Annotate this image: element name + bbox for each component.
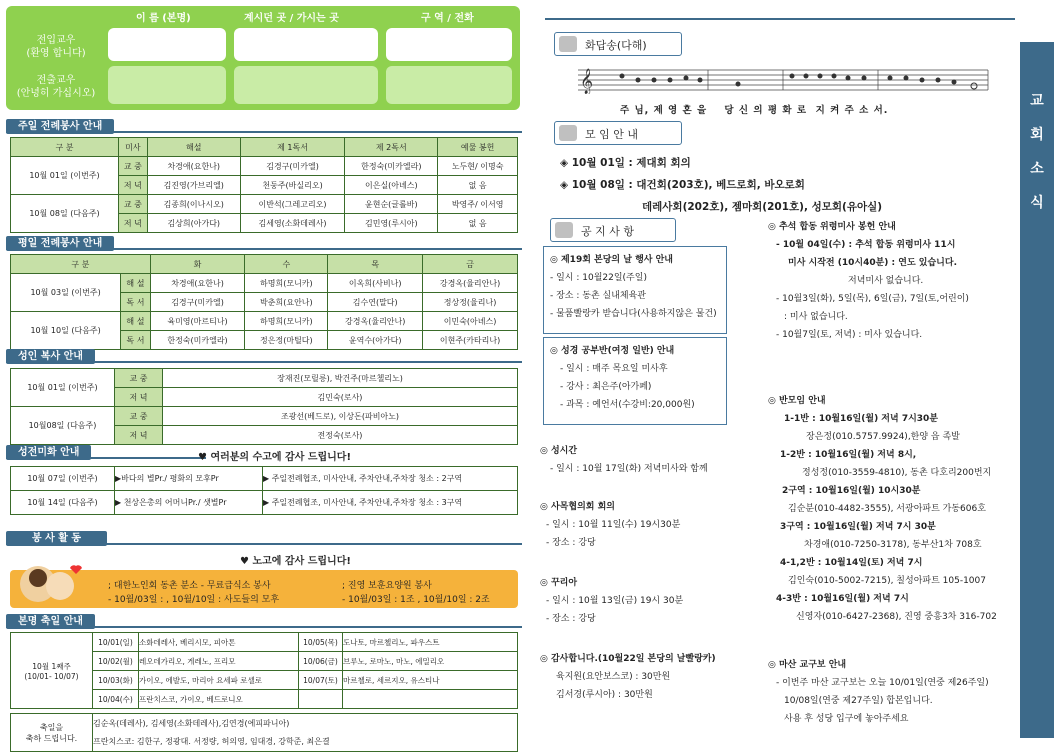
cell: 김진영(가브리엘): [147, 176, 240, 195]
transfer-in-label: 전입교우 (환영 합니다): [26, 35, 86, 59]
cursillo-l2: - 장소 : 강당: [546, 614, 596, 624]
chuseok-l1: - 10월 04일(수) : 추석 합동 위령미사 11시: [776, 240, 956, 250]
cell: 이옥희(사비나): [328, 274, 423, 293]
side-bar: [1020, 42, 1054, 738]
col-name-header: 이 름 (본명): [136, 13, 191, 24]
weekday-title: 평일 전례봉사 안내: [6, 236, 114, 251]
ban-row: 차경애(010-7250-3178), 동부산1차 708호: [804, 540, 982, 550]
cell: 노두현/ 이명숙: [438, 157, 518, 176]
masan-l2: 10/08일(연중 제27주일) 합본입니다.: [784, 696, 933, 706]
cell: 10/03(화): [93, 671, 139, 690]
service-title: 봉 사 활 동: [6, 531, 107, 546]
side-char: 회: [1030, 127, 1044, 143]
event-title: ◎ 제19회 본당의 날 행사 안내: [550, 255, 673, 265]
service-r2: - 10월/03일 : 1조 , 10월/10일 : 2조: [342, 595, 490, 605]
cell: 10월 08일 (다음주): [11, 195, 119, 233]
service-box: [10, 570, 518, 608]
th: 화: [150, 255, 245, 274]
cell: 하명희(모니카): [245, 312, 328, 331]
masan-l3: 사용 후 성당 입구에 놓아주세요: [784, 714, 909, 724]
cell: 레오데가리오, 게레노, 프리모: [139, 652, 299, 671]
cell: 한정숙(미카엘라): [345, 157, 438, 176]
beauty-table: [10, 466, 518, 515]
cell: 10월 14일 (다음주): [11, 491, 115, 515]
cell: 김상희(아가다): [147, 214, 240, 233]
cell: 10월 1째주 (10/01- 10/07): [11, 633, 93, 709]
cell: 교 중: [119, 157, 148, 176]
cursillo-section: [540, 574, 683, 628]
ban-row: 4-1,2반 : 10월14일(토) 저녁 7시: [780, 558, 923, 568]
event-l3: - 물품빨랑카 받습니다(사용하지않은 물건): [550, 309, 717, 319]
cell: [299, 690, 343, 709]
cell: ▶ 주일전례협조, 미사안내, 주차안내,주차장 청소 : 3구역: [263, 491, 518, 515]
cell: 정상정(율리나): [423, 293, 518, 312]
chuseok-l6: - 10월7일(토, 저녁) : 미사 있습니다.: [776, 330, 923, 340]
ban-row: 1-2반 : 10월16일(월) 저녁 8시,: [780, 450, 917, 460]
masan-section: [768, 656, 1018, 728]
ban-row: 김순분(010-4482-3555), 서광아파트 가동606호: [788, 504, 986, 514]
cell: 육미영(마르티나): [150, 312, 245, 331]
cell: 조광선(베드로), 이상돈(파비아노): [163, 407, 518, 426]
th: 구 분: [11, 255, 151, 274]
cell: 김세영(소화데레사): [240, 214, 345, 233]
chuseok-l2: 미사 시작전 (10시40분) : 연도 있습니다.: [788, 258, 957, 268]
cell: 정은정(마틸다): [245, 331, 328, 350]
cell: 저 녁: [119, 176, 148, 195]
cell: 브루노, 로마노, 마노, 에밀리오: [343, 652, 518, 671]
side-char: 교: [1030, 93, 1044, 109]
ban-row: 정성정(010-3559-4810), 동촌 다호리200번지: [802, 468, 992, 478]
cell: 하명희(모니카): [245, 274, 328, 293]
cell: 프란치스코, 가이오, 베드로니오: [139, 690, 299, 709]
ban-row: 2구역 : 10월16일(월) 10시30분: [782, 486, 921, 496]
thanks-section: [540, 650, 716, 704]
cell: 독 서: [121, 293, 150, 312]
cell: 차경애(요한나): [150, 274, 245, 293]
cell: 김수연(말다): [328, 293, 423, 312]
bible-l1: - 일시 : 매주 목요일 미사후: [560, 364, 668, 374]
transfer-out-label: 전출교우 (안녕히 가십시오): [16, 75, 96, 99]
cell: 한정숙(미카엘라): [150, 331, 245, 350]
cell: 윤역수(아가다): [328, 331, 423, 350]
out-name-field[interactable]: [108, 66, 226, 104]
weekday-tab: [6, 234, 522, 250]
notice-tab-label: 공 지 사 항: [581, 225, 634, 238]
beauty-heart: ♥ 여러분의 수고에 감사 드립니다!: [198, 452, 352, 463]
sunday-tab: [6, 117, 522, 133]
cell: 10/04(수): [93, 690, 139, 709]
cell: 김경구(미카엘): [150, 293, 245, 312]
cell: 프란치스코: 김한구, 정광대. 서정량, 허의영, 임대경, 강학준, 최은결: [93, 733, 518, 752]
cell: 없 음: [438, 214, 518, 233]
chuseok-section: [768, 218, 1018, 344]
priest-icon: [559, 36, 577, 52]
transfer-form: [6, 6, 520, 110]
ban-section: [768, 392, 1018, 626]
side-char: 식: [1030, 195, 1044, 211]
holy-l1: - 일시 : 10월 17일(화) 저녁미사와 함께: [550, 464, 708, 474]
cell: 김경구(미카엘): [240, 157, 345, 176]
nameday-tab: [6, 612, 522, 628]
th: 예물 봉헌: [438, 138, 518, 157]
cell: 10/07(토): [299, 671, 343, 690]
th: 금: [423, 255, 518, 274]
service-l1: ; 대한노인회 동촌 분소 - 무료급식소 봉사: [108, 581, 271, 591]
volunteer-illustration: [10, 558, 90, 610]
cell: 강경옥(율리안나): [423, 274, 518, 293]
adult-tab: [6, 347, 522, 363]
cell: 이민숙(아녜스): [423, 312, 518, 331]
chuseok-l3: 저녁미사 없습니다.: [848, 276, 924, 286]
cell: 박영주/ 이서영: [438, 195, 518, 214]
cell: 교 중: [119, 195, 148, 214]
pastoral-l2: - 장소 : 강당: [546, 538, 596, 548]
sunday-title: 주일 전례봉사 안내: [6, 119, 114, 134]
ban-row: 신영자(010-6427-2368), 진영 중흥3차 316-702: [796, 612, 997, 622]
bible-title: ◎ 성경 공부반(여정 일반) 안내: [550, 346, 675, 356]
cell: 없 음: [438, 176, 518, 195]
in-place-field[interactable]: [234, 28, 378, 61]
nameday-title: 본명 축일 안내: [6, 614, 95, 629]
chuseok-l4: - 10월3일(화), 5일(목), 6일(금), 7일(토,어린이): [776, 294, 969, 304]
service-l2: - 10월/03일 : , 10월/10일 : 사도들의 모후: [108, 595, 280, 605]
priest-icon: [559, 125, 577, 141]
th: 수: [245, 255, 328, 274]
masan-title: ◎ 마산 교구보 안내: [768, 660, 847, 670]
service-heart: ♥ 노고에 감사 드립니다!: [240, 556, 351, 567]
meeting-l2: ◈ 10월 08일 : 대건회(203호), 베드로회, 바오로회: [560, 179, 805, 191]
bible-l3: - 과목 : 예언서(수강비:20,000원): [560, 400, 695, 410]
th: 해설: [147, 138, 240, 157]
cell: 해 설: [121, 274, 150, 293]
cell: 차경애(요한나): [147, 157, 240, 176]
cell: 마르첼로, 세르지오, 유스티나: [343, 671, 518, 690]
thanks-l1: 육지원(요안보스코) : 30만원: [556, 672, 671, 682]
holy-title: ◎ 성시간: [540, 446, 578, 456]
cell: 가이오, 에발도, 마리아 요세파 로셀로: [139, 671, 299, 690]
cell: 전정숙(로사): [163, 426, 518, 445]
cell: 이반석(그레고리오): [240, 195, 345, 214]
cell: 교 중: [115, 369, 163, 388]
cell: 10월 03일 (이번주): [11, 274, 121, 312]
event-l1: - 일시 : 10월22일(주일): [550, 273, 647, 283]
cell: 이은실(아녜스): [345, 176, 438, 195]
cell: 저 녁: [115, 388, 163, 407]
cell: 독 서: [121, 331, 150, 350]
cell: 저 녁: [115, 426, 163, 445]
event-box: [543, 246, 727, 334]
ban-row: 4-3반 : 10월16일(월) 저녁 7시: [776, 594, 909, 604]
out-place-field[interactable]: [234, 66, 378, 104]
cell: 10월08일 (다음주): [11, 407, 115, 445]
cell: ▶바다의 별Pr./ 평화의 모후Pr: [115, 467, 263, 491]
th: 제 2독서: [345, 138, 438, 157]
pastoral-section: [540, 498, 680, 552]
cell: 김민영(루시아): [345, 214, 438, 233]
cell: 윤현순(글롤바): [345, 195, 438, 214]
cell: 10/06(금): [299, 652, 343, 671]
chuseok-title: ◎ 추석 합동 위령미사 봉헌 안내: [768, 222, 896, 232]
cell: 10월 01일 (이번주): [11, 157, 119, 195]
cell: 축일을 축하 드립니다.: [11, 714, 93, 752]
thanks-l2: 김서경(루시아) : 30만원: [556, 690, 653, 700]
pastoral-title: ◎ 사목협의회 회의: [540, 502, 615, 512]
cell: 10월 01일 (이번주): [11, 369, 115, 407]
cell: 장재진(모릴릉), 박건주(마르첼리노): [163, 369, 518, 388]
in-name-field[interactable]: [108, 28, 226, 61]
thanks-title: ◎ 감사합니다.(10월22일 본당의 날빨랑카): [540, 654, 716, 664]
cursillo-title: ◎ 꾸리아: [540, 578, 578, 588]
cell: ▶ 천상은총의 어머니Pr./ 샛별Pr: [115, 491, 263, 515]
ban-title: ◎ 반모임 안내: [768, 396, 826, 406]
cell: 10월 07일 (이번주): [11, 467, 115, 491]
masan-l1: - 이번주 마산 교구보는 오늘 10/01일(연중 제26주일): [776, 678, 989, 688]
th: 제 1독서: [240, 138, 345, 157]
ban-row: 김인숙(010-5002-7215), 칠성아파트 105-1007: [788, 576, 986, 586]
meeting-tab-label: 모 임 안 내: [585, 128, 638, 141]
priest-icon: [555, 222, 573, 238]
th: 구 분: [11, 138, 119, 157]
cell: 천둥주(바실리오): [240, 176, 345, 195]
hymn-tab-label: 화답송(다해): [585, 39, 647, 52]
cell: 10/02(월): [93, 652, 139, 671]
bible-box: [543, 337, 727, 425]
header-line: [545, 18, 1015, 20]
cell: 10월 10일 (다음주): [11, 312, 121, 350]
cell: 김순옥(데레사), 김세영(소화데레사),김연경(에피파니아): [93, 714, 518, 733]
ban-row: 장은정(010.5757.9924),한양 읍 족발: [806, 432, 960, 442]
music-staff: [578, 64, 1008, 94]
ban-row: 1-1반 : 10월16일(월) 저녁 7시30분: [784, 414, 939, 424]
nameday-table: [10, 632, 518, 752]
cell: 이현주(카타리나): [423, 331, 518, 350]
cell: 도나토, 마르첼리노, 파우스트: [343, 633, 518, 652]
cell: ▶ 주일전례협조, 미사안내, 주차안내,주차장 청소 : 2구역: [263, 467, 518, 491]
cell: 저 녁: [119, 214, 148, 233]
cell: 해 설: [121, 312, 150, 331]
hymn-tab: [554, 32, 682, 56]
meeting-l3: 데레사회(202호), 젬마회(201호), 성모회(유아실): [642, 201, 883, 213]
col-place-header: 계시던 곳 / 가시는 곳: [244, 13, 339, 24]
th: 미사: [119, 138, 148, 157]
cell: [343, 690, 518, 709]
ban-row: 3구역 : 10월16일(월) 저녁 7시 30분: [780, 522, 936, 532]
pastoral-l1: - 일시 : 10월 11일(수) 19시30분: [546, 520, 681, 530]
meeting-l1: ◈ 10월 01일 : 제대회 회의: [560, 157, 691, 169]
cell: 소화데레사, 베리시모, 피아톤: [139, 633, 299, 652]
cursillo-l1: - 일시 : 10월 13일(금) 19시 30분: [546, 596, 684, 606]
service-tab: [6, 529, 522, 545]
beauty-tab: [6, 443, 206, 459]
adult-title: 성인 복사 안내: [6, 349, 95, 364]
cell: 박춘희(요안나): [245, 293, 328, 312]
cell: 교 중: [115, 407, 163, 426]
hymn-lyrics: 주 님, 제 영 혼 을 당 신 의 평 화 로 지 켜 주 소 서.: [620, 105, 889, 116]
sunday-table: [10, 137, 518, 233]
weekday-table: [10, 254, 518, 350]
cell: 10/01(일): [93, 633, 139, 652]
svg-text:𝄞: 𝄞: [580, 69, 594, 94]
cell: 김민숙(로사): [163, 388, 518, 407]
bible-l2: - 강사 : 최은주(아가페): [560, 382, 652, 392]
adult-table: [10, 368, 518, 445]
in-zone-field[interactable]: [386, 28, 512, 61]
beauty-title: 성전미화 안내: [6, 445, 91, 460]
th: 목: [328, 255, 423, 274]
event-l2: - 장소 : 동촌 실내체육관: [550, 291, 646, 301]
chuseok-l5: : 미사 없습니다.: [784, 312, 848, 322]
meeting-tab: [554, 121, 682, 145]
out-zone-field[interactable]: [386, 66, 512, 104]
col-zone-header: 구 역 / 전화: [421, 13, 474, 24]
cell: 강경옥(율리안나): [328, 312, 423, 331]
cell: 10/05(목): [299, 633, 343, 652]
cell: 김종희(이나시오): [147, 195, 240, 214]
holy-section: [540, 442, 708, 478]
notice-tab: [550, 218, 676, 242]
side-char: 소: [1030, 161, 1044, 177]
service-r1: ; 진영 보훈요양원 봉사: [342, 581, 432, 591]
